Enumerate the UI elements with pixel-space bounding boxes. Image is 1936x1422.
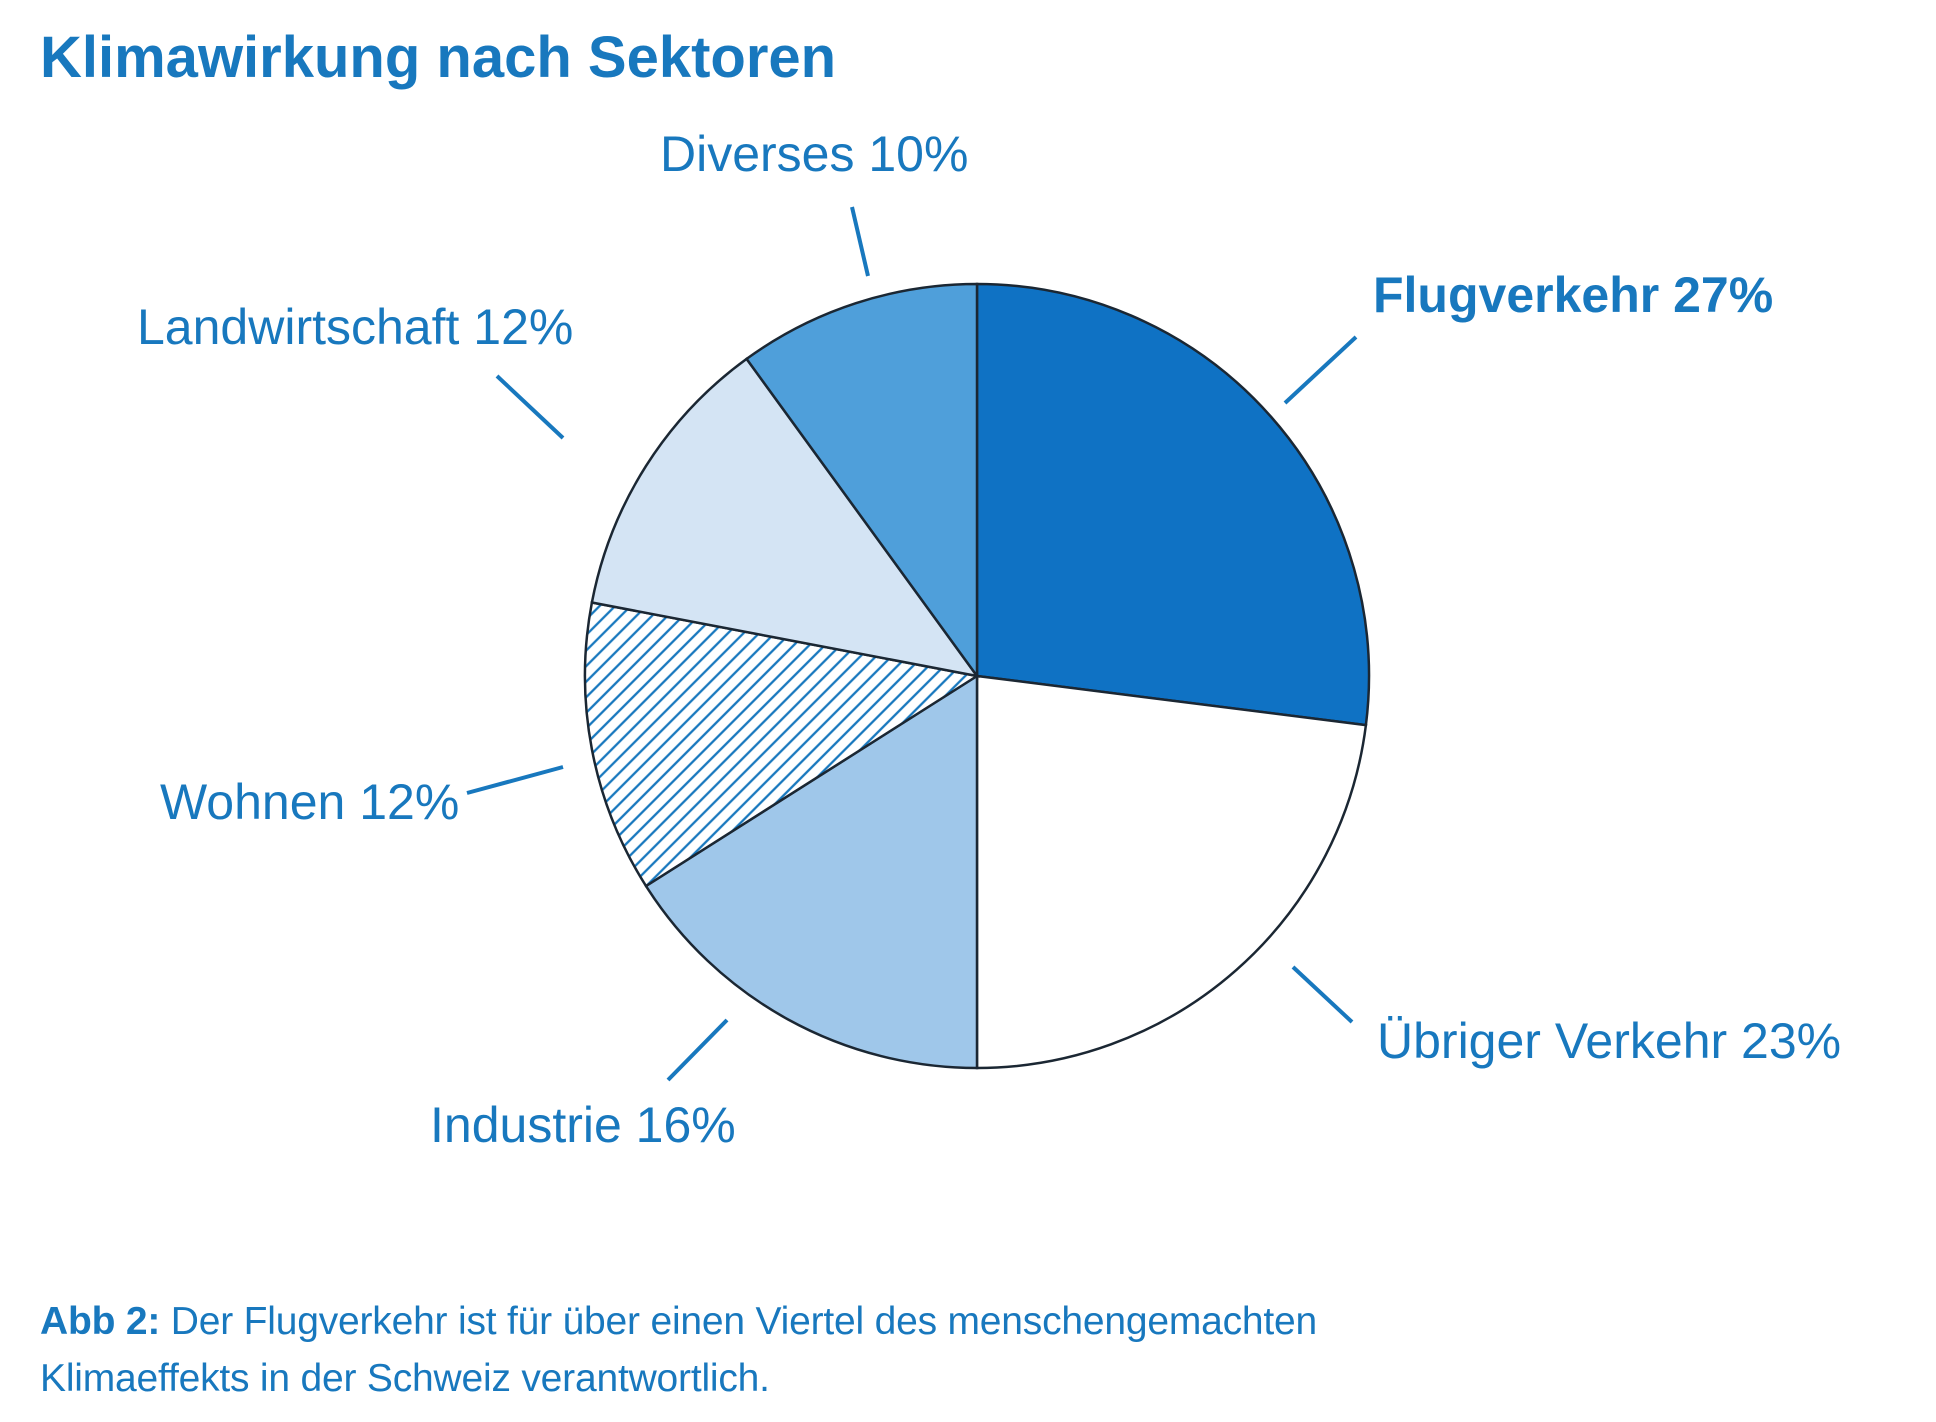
- leader-line-landwirtschaft: [497, 376, 563, 438]
- leader-line-flugverkehr: [1285, 337, 1356, 403]
- pie-slice-uebriger-verkehr: [977, 676, 1366, 1068]
- chart-title: Klimawirkung nach Sektoren: [40, 25, 837, 90]
- leader-line-diverses: [852, 207, 868, 276]
- label-industrie: Industrie 16%: [430, 1097, 736, 1153]
- figure-caption-prefix: Abb 2:: [40, 1300, 161, 1343]
- label-uebriger-verkehr: Übriger Verkehr 23%: [1377, 1013, 1842, 1069]
- pie: [585, 284, 1369, 1068]
- figure-caption: [40, 1294, 1520, 1407]
- figure-caption-text: Der Flugverkehr ist für über einen Viertel des menschengemachten Klimaeffekts in der Schweiz verantwortlich.: [40, 1300, 1318, 1400]
- label-wohnen: Wohnen 12%: [160, 774, 460, 830]
- label-landwirtschaft: Landwirtschaft 12%: [137, 299, 574, 355]
- leader-line-uebriger-verkehr: [1293, 967, 1352, 1022]
- pie-slice-flugverkehr: [977, 284, 1369, 725]
- leader-line-wohnen: [467, 767, 563, 793]
- label-diverses: Diverses 10%: [660, 126, 969, 182]
- leader-line-industrie: [668, 1020, 727, 1080]
- label-flugverkehr: Flugverkehr 27%: [1373, 267, 1774, 323]
